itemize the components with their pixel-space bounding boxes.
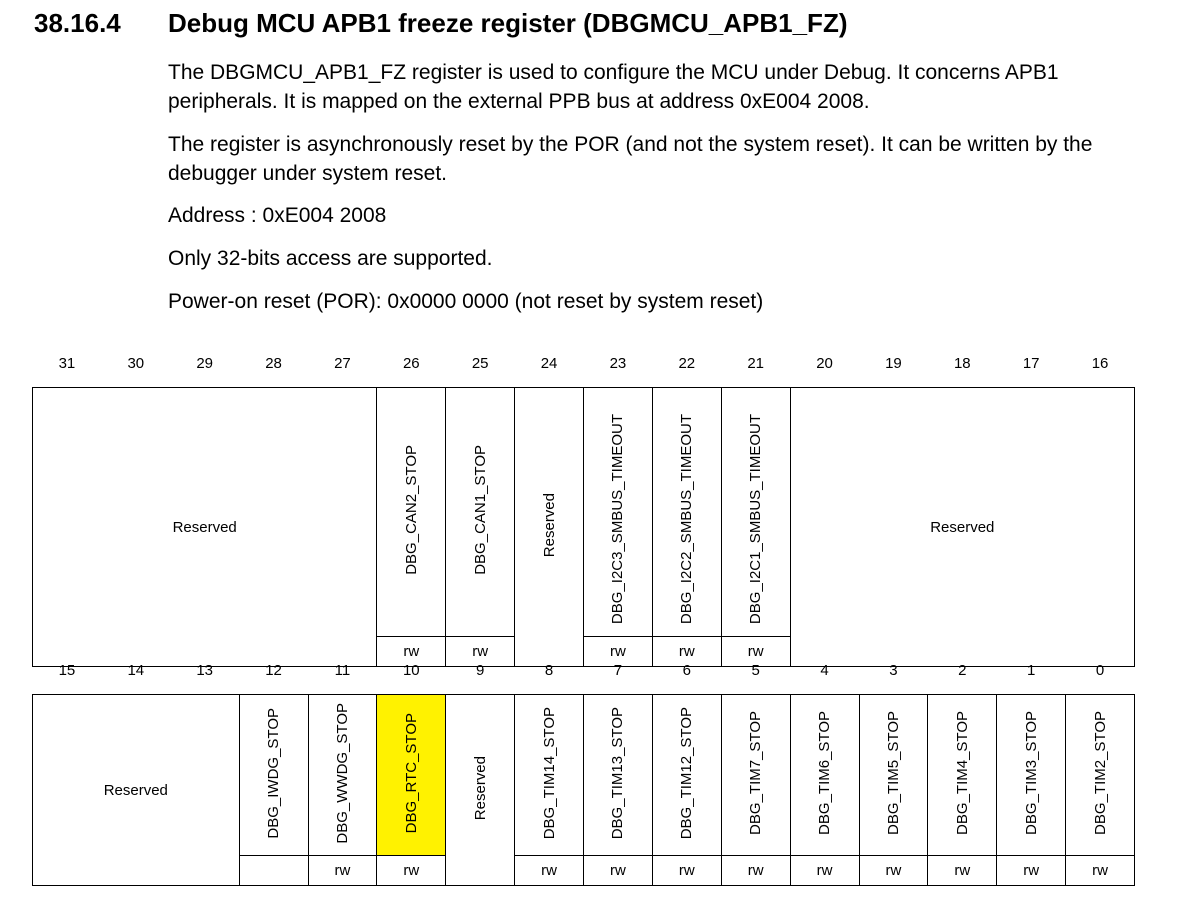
field-label: DBG_TIM5_STOP xyxy=(884,711,902,835)
bit-number: 19 xyxy=(885,355,902,372)
bit-number: 2 xyxy=(958,662,967,679)
bit-number: 6 xyxy=(682,662,691,679)
access-type: rw xyxy=(584,637,653,667)
field-label: DBG_CAN2_STOP xyxy=(402,445,420,575)
field-label: DBG_TIM7_STOP xyxy=(747,711,765,835)
bit-number: 18 xyxy=(953,355,971,372)
field-label: DBG_TIM6_STOP xyxy=(816,711,834,835)
access-type: rw xyxy=(584,856,653,886)
access-type-empty xyxy=(239,856,308,886)
access-type: rw xyxy=(652,856,721,886)
register-table-lower xyxy=(32,662,1135,886)
access-type: rw xyxy=(1066,856,1135,886)
bit-number: 30 xyxy=(127,355,145,372)
field-dbg-tim12-stop xyxy=(652,695,721,856)
field-label: DBG_TIM3_STOP xyxy=(1022,711,1040,835)
field-label: Reserved xyxy=(540,492,558,558)
bit-number-row-upper xyxy=(33,355,1135,388)
bit-number: 1 xyxy=(1027,662,1036,679)
bit-number: 26 xyxy=(402,355,420,372)
access-type: rw xyxy=(446,637,515,667)
field-label: DBG_TIM2_STOP xyxy=(1091,711,1109,835)
bit-number: 7 xyxy=(613,662,623,679)
field-label: DBG_I2C1_SMBUS_TIMEOUT xyxy=(747,413,765,624)
field-dbg-rtc-stop xyxy=(377,695,446,856)
field-dbg-tim4-stop xyxy=(928,695,997,856)
field-row-lower xyxy=(33,695,1135,856)
field-dbg-wwdg-stop xyxy=(308,695,377,856)
field-label: DBG_WWDG_STOP xyxy=(333,702,351,844)
field-dbg-tim13-stop xyxy=(584,695,653,856)
access-type: rw xyxy=(721,637,790,667)
field-row-upper xyxy=(33,388,1135,637)
paragraph-address: Address : 0xE004 2008 xyxy=(168,204,387,227)
field-dbg-tim14-stop xyxy=(515,695,584,856)
bit-number: 17 xyxy=(1022,355,1040,372)
field-dbg-tim3-stop xyxy=(997,695,1066,856)
field-dbg-tim5-stop xyxy=(859,695,928,856)
bit-number: 28 xyxy=(265,355,282,372)
section-title: Debug MCU APB1 freeze register (DBGMCU_APB1_FZ) xyxy=(168,8,848,38)
bit-number: 23 xyxy=(609,355,627,372)
paragraph-access: Only 32-bits access are supported. xyxy=(168,247,493,270)
access-type: rw xyxy=(721,856,790,886)
bit-number: 29 xyxy=(196,355,214,372)
bit-number: 8 xyxy=(544,662,554,679)
section-number: 38.16.4 xyxy=(34,8,121,38)
field-reserved-31-27: Reserved xyxy=(33,388,377,667)
access-type: rw xyxy=(515,856,584,886)
field-reserved-20-16: Reserved xyxy=(790,388,1134,667)
field-label: DBG_TIM13_STOP xyxy=(609,706,627,840)
field-reserved-24 xyxy=(515,388,584,667)
field-label: DBG_TIM14_STOP xyxy=(540,706,558,840)
field-label: Reserved xyxy=(471,755,489,821)
access-type: rw xyxy=(859,856,928,886)
bit-number: 10 xyxy=(402,662,420,679)
paragraph-reset-info: The register is asynchronously reset by the POR (and not the system reset). It can be written by the debugger under system reset. xyxy=(168,133,1093,185)
bit-number: 5 xyxy=(751,662,760,679)
bit-number: 25 xyxy=(471,355,489,372)
access-type: rw xyxy=(997,856,1066,886)
access-type: rw xyxy=(308,856,377,886)
bit-number-row-lower xyxy=(33,662,1135,695)
access-type: rw xyxy=(928,856,997,886)
access-type: rw xyxy=(377,637,446,667)
field-label: DBG_TIM12_STOP xyxy=(678,706,696,840)
access-type: rw xyxy=(377,856,446,886)
access-type: rw xyxy=(790,856,859,886)
field-dbg-i2c3-smbus-timeout xyxy=(584,388,653,637)
bit-number: 27 xyxy=(334,355,351,372)
field-reserved-9 xyxy=(446,695,515,886)
bit-number: 21 xyxy=(747,355,765,372)
bit-number: 11 xyxy=(334,662,351,679)
field-reserved-15-13: Reserved xyxy=(33,695,240,886)
field-dbg-tim7-stop xyxy=(721,695,790,856)
access-type: rw xyxy=(652,637,721,667)
field-dbg-tim6-stop xyxy=(790,695,859,856)
field-dbg-tim2-stop xyxy=(1066,695,1135,856)
field-label: DBG_IWDG_STOP xyxy=(265,707,283,839)
field-label: DBG_I2C2_SMBUS_TIMEOUT xyxy=(678,413,696,624)
bit-number: 0 xyxy=(1095,662,1105,679)
bit-number: 13 xyxy=(196,662,214,679)
bit-number: 4 xyxy=(820,662,829,679)
field-label: DBG_CAN1_STOP xyxy=(471,445,489,575)
field-label: DBG_I2C3_SMBUS_TIMEOUT xyxy=(609,413,627,624)
bit-number: 16 xyxy=(1091,355,1109,372)
bit-number: 9 xyxy=(476,662,485,679)
field-dbg-can1-stop xyxy=(446,388,515,637)
bit-number: 15 xyxy=(58,662,76,679)
field-label: DBG_RTC_STOP xyxy=(402,712,420,834)
field-label: DBG_TIM4_STOP xyxy=(953,711,971,835)
bit-number: 22 xyxy=(678,355,696,372)
register-table-upper xyxy=(32,355,1135,667)
field-dbg-can2-stop xyxy=(377,388,446,637)
bit-number: 24 xyxy=(540,355,558,372)
bit-number: 31 xyxy=(58,355,76,372)
field-dbg-iwdg-stop xyxy=(239,695,308,856)
bit-number: 20 xyxy=(816,355,833,372)
bit-number: 3 xyxy=(889,662,898,679)
paragraph-por: Power-on reset (POR): 0x0000 0000 (not reset by system reset) xyxy=(168,290,764,313)
bit-number: 14 xyxy=(127,662,145,679)
field-dbg-i2c2-smbus-timeout xyxy=(652,388,721,637)
field-dbg-i2c1-smbus-timeout xyxy=(721,388,790,637)
paragraph-description: The DBGMCU_APB1_FZ register is used to configure the MCU under Debug. It concerns APB1 peripherals. It is mapped on the external PPB bus at address 0xE004 2008. xyxy=(168,61,1059,113)
bit-number: 12 xyxy=(265,662,282,679)
